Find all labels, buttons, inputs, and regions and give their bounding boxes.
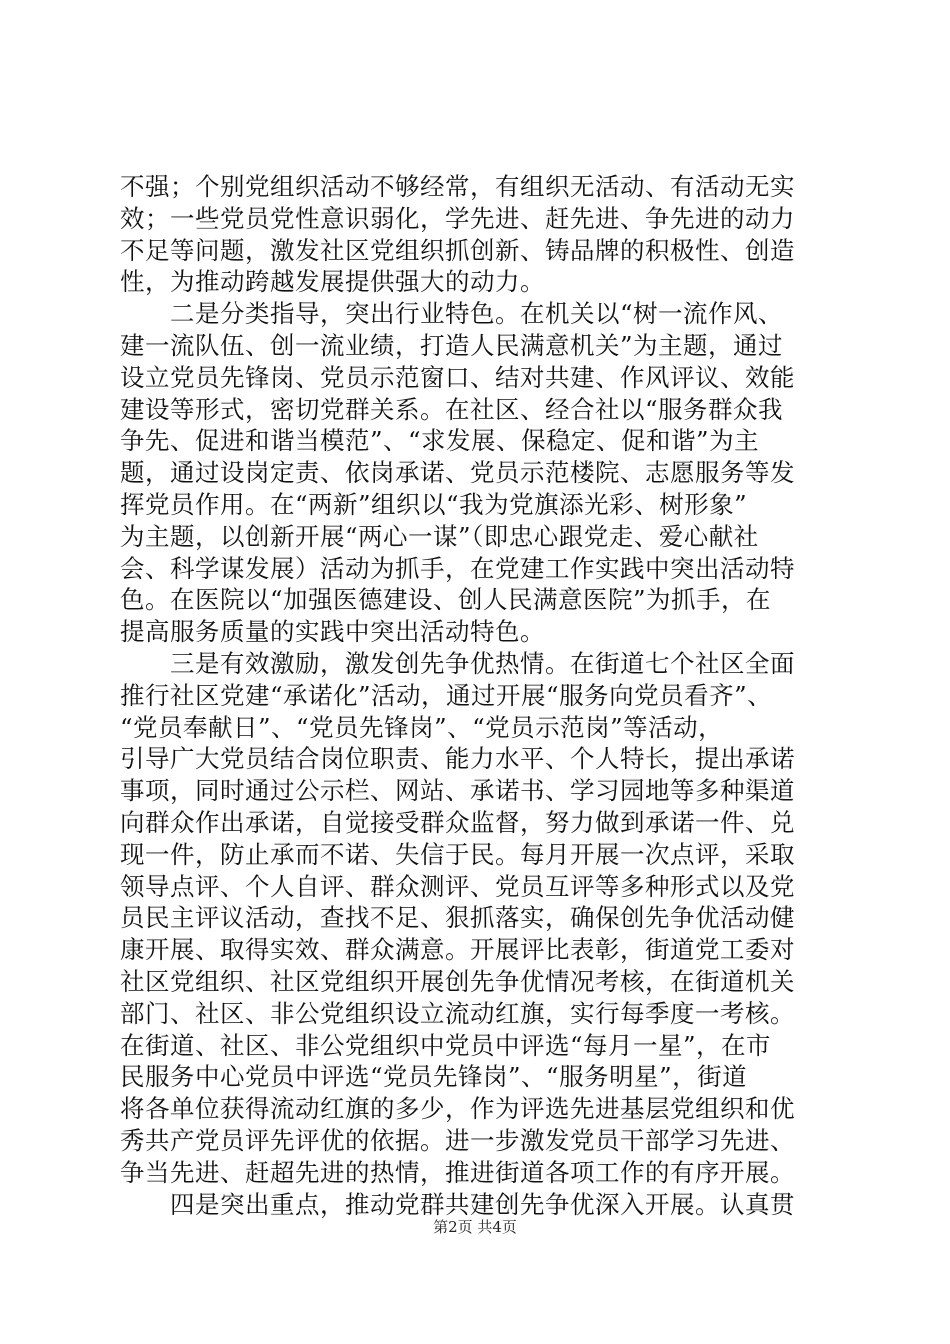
- text-line: 引导广大党员结合岗位职责、能力水平、个人特长，提出承诺: [120, 744, 795, 774]
- text-line: 效；一些党员党性意识弱化，学先进、赶先进、争先进的动力: [120, 203, 795, 233]
- text-line: 不足等问题，激发社区党组织抓创新、铸品牌的积极性、创造: [120, 235, 795, 265]
- text-line: 康开展、取得实效、群众满意。开展评比表彰，街道党工委对: [120, 935, 795, 965]
- body-text: [120, 171, 832, 1220]
- text-line: 建设等形式，密切党群关系。在社区、经合社以“服务群众我: [120, 394, 784, 424]
- text-line: 将各单位获得流动红旗的多少，作为评选先进基层党组织和优: [120, 1094, 795, 1124]
- text-line: 四是突出重点，推动党群共建创先争优深入开展。认真贯: [120, 1189, 795, 1219]
- text-line: 提高服务质量的实践中突出活动特色。: [120, 617, 545, 647]
- text-line: 推行社区党建“承诺化”活动，通过开展“服务向党员看齐”、: [120, 680, 773, 710]
- text-line: 争先、促进和谐当模范”、“求发展、保稳定、促和谐”为主: [120, 426, 760, 456]
- text-line: 挥党员作用。在“两新”组织以“我为党旗添光彩、树形象”: [120, 489, 748, 519]
- text-line: 设立党员先锋岗、党员示范窗口、结对共建、作风评议、效能: [120, 362, 795, 392]
- text-line: 建一流队伍、创一流业绩，打造人民满意机关”为主题，通过: [120, 330, 784, 360]
- text-line: 争当先进、赶超先进的热情，推进街道各项工作的有序开展。: [120, 1157, 795, 1187]
- text-line: 向群众作出承诺，自觉接受群众监督，努力做到承诺一件、兑: [120, 807, 795, 837]
- page-footer: 第2页 共4页: [433, 1218, 517, 1236]
- text-line: 现一件，防止承而不诺、失信于民。每月开展一次点评，采取: [120, 839, 795, 869]
- text-line: 三是有效激励，激发创先争优热情。在街道七个社区全面: [120, 648, 795, 678]
- text-line: 在街道、社区、非公党组织中党员中评选“每月一星”，在市: [120, 1030, 772, 1060]
- text-line: 秀共产党员评先评优的依据。进一步激发党员干部学习先进、: [120, 1125, 795, 1155]
- text-line: 民服务中心党员中评选“党员先锋岗”、“服务明星”，街道: [120, 1062, 748, 1092]
- text-line: 性，为推动跨越发展提供强大的动力。: [120, 267, 545, 297]
- text-line: “党员奉献日”、“党员先锋岗”、“党员示范岗”等活动，: [120, 712, 724, 742]
- text-line: 部门、社区、非公党组织设立流动红旗，实行每季度一考核。: [120, 998, 795, 1028]
- text-line: 事项，同时通过公示栏、网站、承诺书、学习园地等多种渠道: [120, 776, 795, 806]
- text-line: 社区党组织、社区党组织开展创先争优情况考核，在街道机关: [120, 966, 795, 996]
- text-line: 会、科学谋发展）活动为抓手，在党建工作实践中突出活动特: [120, 553, 795, 583]
- text-line: 二是分类指导，突出行业特色。在机关以“树一流作风、: [120, 299, 784, 329]
- text-line: 不强；个别党组织活动不够经常，有组织无活动、有活动无实: [120, 172, 795, 201]
- text-line: 为主题，以创新开展“两心一谋”（即忠心跟党走、爱心献社: [120, 521, 759, 551]
- text-line: 领导点评、个人自评、群众测评、党员互评等多种形式以及党: [120, 871, 795, 901]
- text-line: 题，通过设岗定责、依岗承诺、党员示范楼院、志愿服务等发: [120, 458, 795, 488]
- text-line: 员民主评议活动，查找不足、狠抓落实，确保创先争优活动健: [120, 903, 795, 933]
- text-line: 色。在医院以“加强医德建设、创人民满意医院”为抓手，在: [120, 585, 772, 615]
